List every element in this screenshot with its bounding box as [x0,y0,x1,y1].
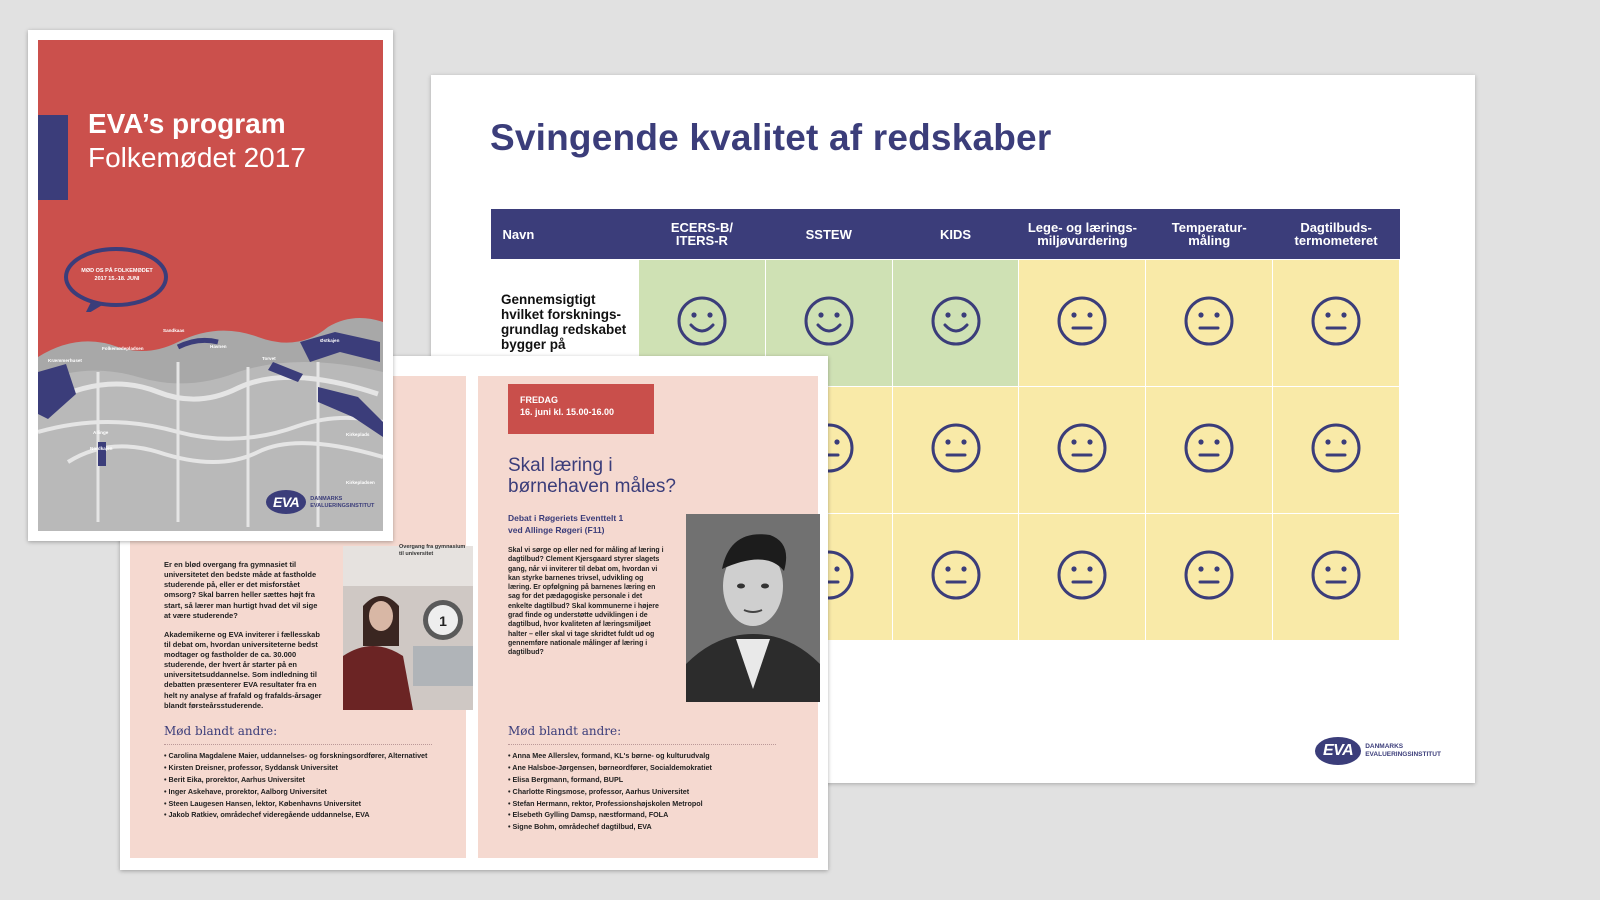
svg-text:1: 1 [439,613,447,629]
smiley-happy-icon [676,295,728,347]
column-header: SSTEW [765,209,892,260]
rating-cell [1146,514,1273,641]
right-meet-list-item: • Anna Mee Allerslev, formand, KL's børne- og kulturudvalg [508,750,808,762]
map-label: Nordkajen [90,446,113,451]
left-paragraph-1: Er en blød overgang fra gymnasiet til universitetet den bedste måde at fastholde studerende på, eller er det misforstået omsorg? Skal barren heller sættes højt fra start, så lærer man hurtigt hvad det vil sige at være studerende? [164,560,318,620]
column-header: Lege- og lærings- miljøvurdering [1019,209,1146,260]
row-label: Gennemsigtigt hvilket forsknings-grundlag redskabet bygger på [491,260,639,387]
program-cover [28,30,393,541]
column-header: Dagtilbuds- termometeret [1273,209,1400,260]
talk-body: Skal vi sørge op eller ned for måling af læring i dagtilbud? Clement Kjersgaard styrer slagets gang, når vi inviterer til debat om, hvordan vi kan styrke barnenes trivsel, udvikling og læring. Er opfølgning på barnenes læring en sag for det pædagogiske personale i det enkelte dagtilbud? Skal kommunerne i højere grad finde og understøtte udviklingen i de dagtilbud, hvor kvaliteten af læringsmiljøet halter – eller skal vi tage skridtet fuldt ud og gennemføre nationale målinger af læring i dagtilbud? [508,547,664,657]
left-photo-caption: Overgang fra gymnasium til universitet [399,544,466,557]
table-header-row [491,209,1400,260]
talk-title [508,456,676,498]
smiley-neutral-icon [1056,422,1108,474]
rating-cell [1019,260,1146,387]
map-label: Folkemødepladsen [102,346,144,351]
smiley-happy-icon [803,295,855,347]
map-label: Kræmmerhuset [48,358,82,363]
cover-eva-logo [266,490,374,514]
left-meet-list-item: • Berit Eika, prorektor, Aarhus Universitet [164,774,444,786]
eva-logo [1315,737,1445,767]
cover-title: EVA’s program [88,108,286,139]
smiley-neutral-icon [1183,422,1235,474]
left-meet-title: Mød blandt andre: [164,724,278,738]
rating-cell [1019,514,1146,641]
map-label: Allinge [93,430,109,435]
slide-title: Svingende kvalitet af redskaber [490,117,1052,158]
map-label: Kirkeplads [346,432,370,437]
smiley-happy-icon [930,295,982,347]
eva-logo-text: DANMARKS EVALUERINGSINSTITUT [1365,743,1441,758]
student-photo [343,546,473,710]
left-meet-list [164,750,444,821]
left-meet-divider [164,744,432,745]
talk-venue-line-1: Debat i Røgeriets Eventtelt 1 [508,513,624,523]
right-meet-list-item: • Elsebeth Gylling Damsp, næstformand, FOLA [508,809,808,821]
map-label: Torvet [262,356,276,361]
speaker-portrait [686,514,820,702]
map-label: Kirkepladsen [346,480,375,485]
rating-cell [892,260,1019,387]
cover-eva-logo-mark: EVA [266,490,306,514]
column-header: Temperatur- måling [1146,209,1273,260]
smiley-neutral-icon [930,549,982,601]
right-meet-list-item: • Elisa Bergmann, formand, BUPL [508,774,808,786]
rating-cell [1019,387,1146,514]
right-meet-list-item: • Stefan Hermann, rektor, Professionshøjskolen Metropol [508,798,808,810]
rating-cell [892,387,1019,514]
rating-cell [1273,387,1400,514]
smiley-neutral-icon [1310,295,1362,347]
rating-cell [892,514,1019,641]
smiley-neutral-icon [1183,549,1235,601]
left-meet-list-item: • Carolina Magdalene Maier, uddannelses- og forskningsordfører, Alternativet [164,750,444,762]
bubble-text: MØD OS PÅ FOLKEMØDET 2017 15.-18. JUNI [81,268,153,282]
map-label: Sandkaas [163,328,185,333]
map-label: Havnen [210,344,227,349]
left-meet-list-item: • Jakob Ratkiev, områdechef videregående uddannelse, EVA [164,809,444,821]
smiley-neutral-icon [1310,549,1362,601]
talk-venue [508,512,623,537]
cover-accent-bar [38,115,68,200]
smiley-neutral-icon [1056,295,1108,347]
left-meet-list-item: • Inger Askehave, prorektor, Aalborg Universitet [164,786,444,798]
rating-cell [1273,260,1400,387]
map-label: Østkajen [320,338,340,343]
right-meet-list-item: • Ane Halsboe-Jørgensen, børneordfører, Socialdemokratiet [508,762,808,774]
column-header: KIDS [892,209,1019,260]
left-paragraph-2: Akademikerne og EVA inviterer i fællesskab til debat om, hvordan universiteterne bedst modtager og fastholder de ca. 30.000 studerende, der hvert år starter på en universitetsuddannelse. Som indledning til debatten præsenterer EVA resultater fra en helt ny analyse af frafald og frafalds-årsager blandt førsteårsstuderende. [164,629,322,710]
cover-subtitle: Folkemødet 2017 [88,142,306,173]
left-meet-list-item: • Steen Laugesen Hansen, lektor, Københavns Universitet [164,798,444,810]
smiley-neutral-icon [930,422,982,474]
right-meet-list [508,750,808,833]
eva-logo-mark: EVA [1315,737,1361,765]
talk-title-line-1: Skal læring i [508,455,613,476]
rating-cell [1146,260,1273,387]
event-time: 16. juni kl. 15.00-16.00 [520,407,615,418]
left-page-body [164,560,324,720]
smiley-neutral-icon [1183,295,1235,347]
cover-eva-logo-text: DANMARKS EVALUERINGSINSTITUT [310,496,375,509]
smiley-neutral-icon [1056,549,1108,601]
right-meet-divider [508,744,776,745]
column-header: ECERS-B/ ITERS-R [639,209,766,260]
rating-cell [1146,387,1273,514]
smiley-neutral-icon [1310,422,1362,474]
right-meet-list-item: • Charlotte Ringsmose, professor, Aarhus Universitet [508,786,808,798]
event-day: FREDAG [520,395,558,405]
rating-cell [1273,514,1400,641]
column-header: Navn [491,209,639,260]
brochure-right-page [478,376,818,858]
right-meet-title: Mød blandt andre: [508,724,622,738]
left-meet-list-item: • Kirsten Dreisner, professor, Syddansk Universitet [164,762,444,774]
talk-venue-line-2: ved Allinge Røgeri (F11) [508,525,605,536]
cover-background [38,40,383,531]
event-time-badge [508,384,654,434]
talk-title-line-2: børnehaven måles? [508,475,676,497]
right-meet-list-item: • Signe Bohm, områdechef dagtilbud, EVA [508,821,808,833]
